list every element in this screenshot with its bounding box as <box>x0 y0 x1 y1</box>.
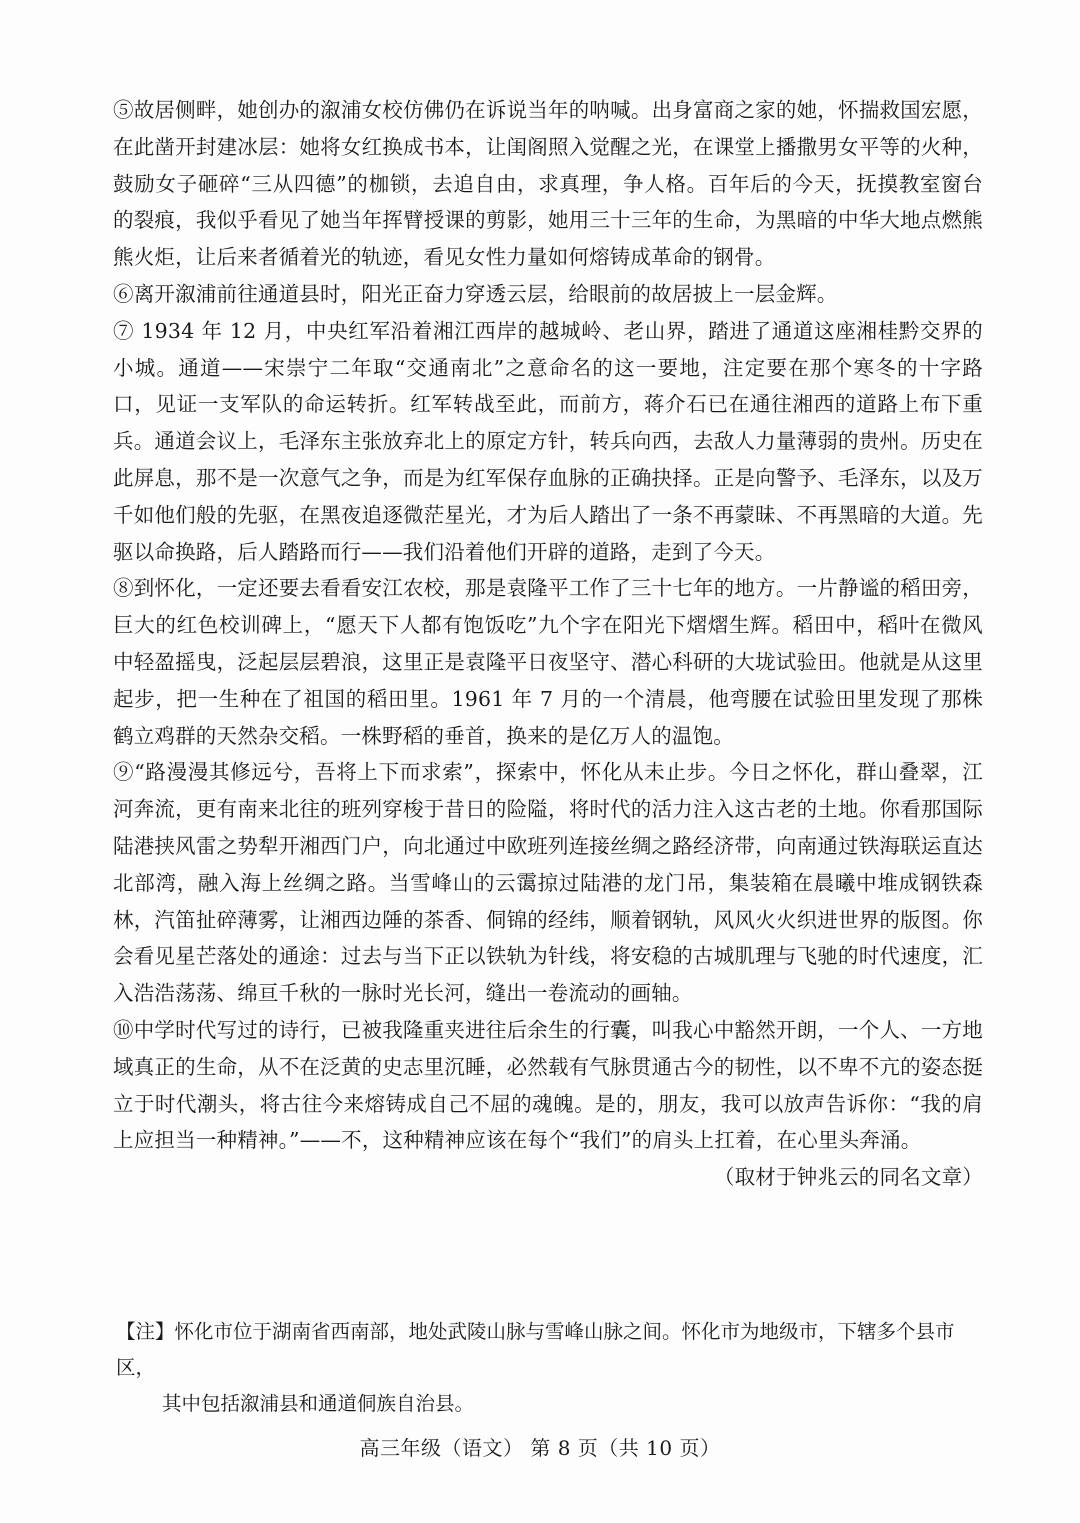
article-body <box>113 92 983 1196</box>
paragraph-10 <box>113 1012 983 1159</box>
paragraph-text: 故居侧畔，她创办的溆浦女校仿佛仍在诉说当年的呐喊。出身富商之家的她，怀揣救国宏愿，在此凿开封建冰层：她将女红换成书本，让闺阁照入觉醒之光，在课堂上播撒男女平等的火种，鼓励女子砸碎“三从四德”的枷锁，去追自由，求真理，争人格。百年后的今天，抚摸教室窗台的裂痕，我似乎看见了她当年挥臂授课的剪影，她用三十三年的生命，为黑暗的中华大地点燃熊熊火炬，让后来者循着光的轨迹，看见女性力量如何熔铸成革命的钢骨。 <box>113 98 983 270</box>
footnote-line-1 <box>116 1314 984 1386</box>
footnote-label: 【注】 <box>116 1320 175 1343</box>
paragraph-number: ⑨ <box>113 760 135 785</box>
page-footer: 高三年级（语文） 第 8 页（共 10 页） <box>359 1436 721 1460</box>
source-citation: （取材于钟兆云的同名文章） <box>713 1165 983 1190</box>
paragraph-number: ⑦ <box>113 318 135 343</box>
footnote-line-2: 其中包括溆浦县和通道侗族自治县。 <box>162 1392 475 1415</box>
paragraph-text: 到怀化，一定还要去看看安江农校，那是袁隆平工作了三十七年的地方。一片静谧的稻田旁，巨大的红色校训碑上，“愿天下人都有饱饭吃”九个字在阳光下熠熠生辉。稻田中，稻叶在微风中轻盈摇曳，泛起层层碧浪，这里正是袁隆平日夜坚守、潜心科研的大垅试验田。他就是从这里起步，把一生种在了祖国的稻田里。1961 年 7 月的一个清晨，他弯腰在试验田里发现了那株鹤立鸡群的天然杂交稻。一株野稻的垂首，换来的是亿万人的温饱。 <box>113 576 983 748</box>
paragraph-7 <box>113 313 983 571</box>
paragraph-number: ⑥ <box>113 281 134 306</box>
paragraph-text: 1934 年 12 月，中央红军沿着湘江西岸的越城岭、老山界，踏进了通道这座湘桂黔交界的小城。通道——宋崇宁二年取“交通南北”之意命名的这一要地，注定要在那个寒冬的十字路口，见证一支军队的命运转折。红军转战至此，而前方，蒋介石已在通往湘西的道路上布下重兵。通道会议上，毛泽东主张放弃北上的原定方针，转兵向西，去敌人力量薄弱的贵州。历史在此屏息，那不是一次意气之争，而是为红军保存血脉的正确抉择。正是向警予、毛泽东，以及万千如他们般的先驱，在黑夜追逐微茫星光，才为后人踏出了一条不再蒙昧、不再黑暗的大道。先驱以命换路，后人踏路而行——我们沿着他们开辟的道路，走到了今天。 <box>113 318 984 564</box>
paragraph-number: ⑩ <box>113 1017 134 1042</box>
paragraph-text: 中学时代写过的诗行，已被我隆重夹进往后余生的行囊，叫我心中豁然开朗，一个人、一方地域真正的生命，从不在泛黄的史志里沉睡，必然载有气脉贯通古今的韧性，以不卑不亢的姿态挺立于时代潮头，将古往今来熔铸成自己不屈的魂魄。是的，朋友，我可以放声告诉你：“我的肩上应担当一种精神。”——不，这种精神应该在每个“我们”的肩头上扛着，在心里头奔涌。 <box>113 1017 983 1153</box>
paragraph-number: ⑧ <box>113 576 134 601</box>
paragraph-text: 离开溆浦前往通道县时，阳光正奋力穿透云层，给眼前的故居披上一层金辉。 <box>133 281 838 306</box>
footnote <box>116 1314 984 1422</box>
paragraph-9 <box>113 754 983 1012</box>
paragraph-8 <box>113 570 983 754</box>
paragraph-6 <box>113 276 983 313</box>
paragraph-5 <box>113 92 983 276</box>
paragraph-number: ⑤ <box>113 98 134 122</box>
footnote-text-1: 怀化市位于湖南省西南部，地处武陵山脉与雪峰山脉之间。怀化市为地级市，下辖多个县市区， <box>116 1320 955 1379</box>
paragraph-text: “路漫漫其修远兮，吾将上下而求索”，探索中，怀化从未止步。今日之怀化，群山叠翠，江河奔流，更有南来北往的班列穿梭于昔日的险隘，将时代的活力注入这古老的土地。你看那国际陆港挟风雷之势犁开湘西门户，向北通过中欧班列连接丝绸之路经济带，向南通过铁海联运直达北部湾，融入海上丝绸之路。当雪峰山的云霭掠过陆港的龙门吊，集装箱在晨曦中堆成钢铁森林，汽笛扯碎薄雾，让湘西边陲的茶香、侗锦的经纬，顺着钢轨，风风火火织进世界的版图。你会看见星芒落处的通途：过去与当下正以铁轨为针线，将安稳的古城肌理与飞驰的时代速度，汇入浩浩荡荡、绵亘千秋的一脉时光长河，缝出一卷流动的画轴。 <box>113 760 983 1006</box>
